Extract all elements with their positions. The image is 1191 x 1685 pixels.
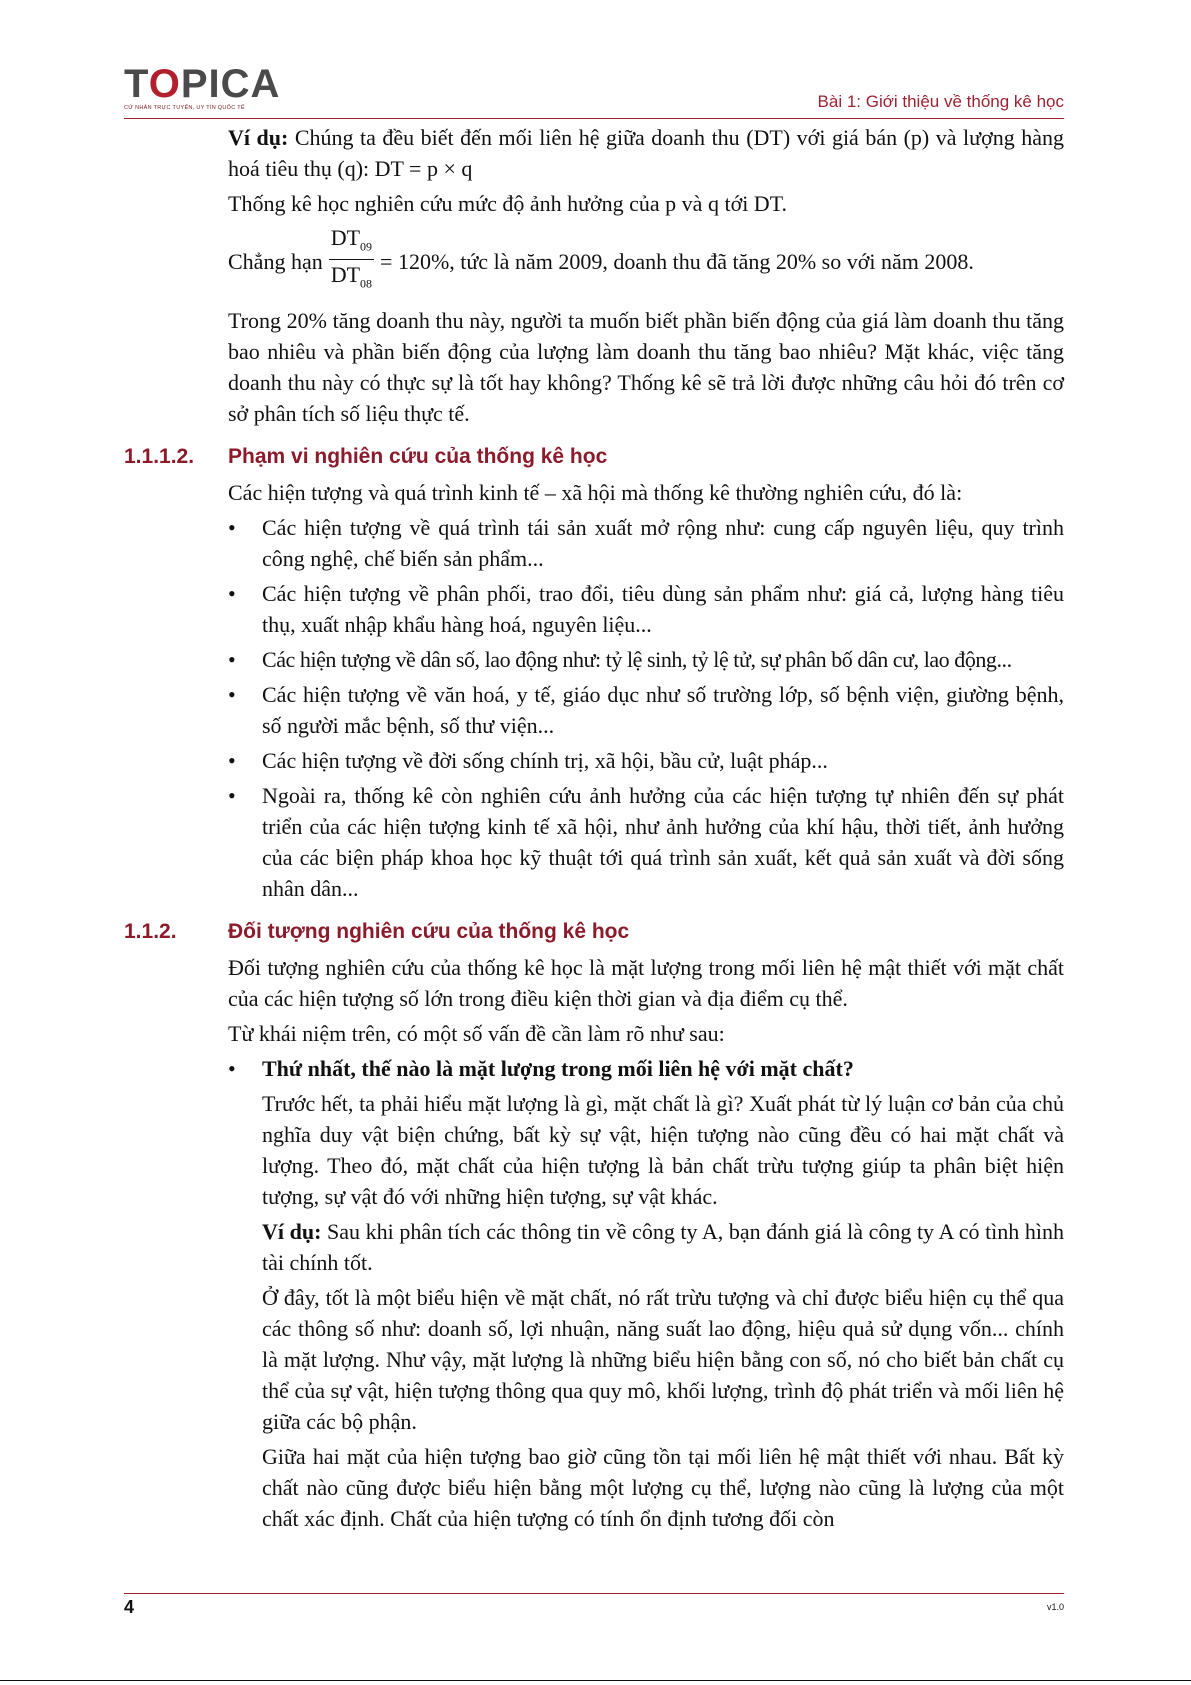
example-text: Chúng ta đều biết đến mối liên hệ giữa doanh thu (DT) với giá bán (p) và lượng hàng hoá tiêu thụ (q): DT = p × q — [228, 125, 1064, 181]
example-text: Sau khi phân tích các thông tin về công ty A, bạn đánh giá là công ty A có tình hình tài chính tốt. — [262, 1218, 1065, 1275]
intro-paragraph-3: Trong 20% tăng doanh thu này, người ta muốn biết phần biến động của giá làm doanh thu tăng bao nhiêu và phần biến động của lượng làm doanh thu tăng bao nhiêu? Mặt khác, việc tăng doanh thu này có thực sự là tốt hay không? Thống kê sẽ trả lời được những câu hỏi đó trên cơ sở phân tích số liệu thực tế. — [228, 307, 1064, 426]
object-sub-paragraph-2: Ở đây, tốt là một biểu hiện về mặt chất, nó rất trừu tượng và chỉ được biểu hiện cụ thể qua các thông số như: doanh số, lợi nhuận, năng suất lao động, hiệu quả sử dụng vốn... chính là mặt lượng. Như vậy, mặt lượng là những biểu hiện bằng con số, nó cho biết bản chất cụ thể của sự vật, hiện tượng thông qua quy mô, khối lượng, trình độ phát triển và mối liên hệ giữa các bộ phận. — [262, 1284, 1064, 1434]
logo-wordmark: TOPICA — [124, 62, 281, 106]
object-sub-paragraph-1: Trước hết, ta phải hiểu mặt lượng là gì, mặt chất là gì? Xuất phát từ lý luận cơ bản của chủ nghĩa duy vật biện chứng, bất kỳ sự vật, hiện tượng nào cũng đều có hai mặt chất và lượng. Theo đó, mặt chất của hiện tượng là bản chất trừu tượng giúp ta phân biệt hiện tượng, sự vật đó với những hiện tượng, sự vật khác. — [262, 1090, 1064, 1209]
example-label: Ví dụ: — [262, 1218, 322, 1244]
page-number: 4 — [124, 1597, 135, 1617]
object-example — [262, 1216, 1064, 1278]
formula-fraction — [329, 225, 374, 299]
formula-denominator: $DT_{08}$ — [330, 262, 373, 291]
intro-example — [228, 122, 1064, 184]
section-number: 1.1.1.2. — [124, 444, 195, 468]
formula-prefix: Chẳng hạn — [228, 249, 323, 275]
revenue-formula — [228, 225, 1064, 299]
logo-tagline: CỬ NHÂN TRỰC TUYẾN, UY TÍN QUỐC TẾ — [124, 105, 245, 111]
header-divider — [124, 118, 1064, 119]
section-number: 1.1.2. — [124, 919, 177, 943]
object-bullet-list — [228, 1053, 1064, 1534]
lesson-title: Bài 1: Giới thiệu về thống kê học — [817, 92, 1064, 111]
formula-result: = 120% — [380, 249, 450, 275]
scope-intro: Các hiện tượng và quá trình kinh tế – xã hội mà thống kê thường nghiên cứu, đó là: — [228, 479, 963, 505]
list-item: • Các hiện tượng về phân phối, trao đổi, tiêu dùng sản phẩm như: giá cả, lượng hàng tiêu thụ, xuất nhập khẩu hàng hoá, nguyên liệu... — [228, 578, 1064, 640]
list-item: • Ngoài ra, thống kê còn nghiên cứu ảnh hưởng của các hiện tượng tự nhiên đến sự phát triển của các hiện tượng kinh tế xã hội, như ảnh hưởng của khí hậu, thời tiết, ảnh hưởng của các biện pháp khoa học kỹ thuật tới quá trình sản xuất, kết quả sản xuất và đời sống nhân dân... — [228, 780, 1064, 904]
section-title: Đối tượng nghiên cứu của thống kê học — [228, 919, 630, 943]
formula-numerator: $DT_{09}$ — [329, 225, 374, 260]
page-bottom-edge — [0, 1680, 1191, 1681]
example-label: Ví dụ: — [228, 125, 289, 150]
page-content — [124, 122, 1064, 1538]
scope-bullet-list — [228, 512, 1064, 904]
object-paragraph-1: Đối tượng nghiên cứu của thống kê học là mặt lượng trong mối liên hệ mật thiết với mặt chất của các hiện tượng số lớn trong điều kiện thời gian và địa điểm cụ thể. — [228, 954, 1064, 1011]
footer-divider — [124, 1593, 1064, 1594]
list-item: • Các hiện tượng về dân số, lao động như: tỷ lệ sinh, tỷ lệ tử, sự phân bố dân cư, lao động... — [228, 644, 1064, 675]
section-heading-scope — [124, 443, 1064, 471]
list-item: • Các hiện tượng về đời sống chính trị, xã hội, bầu cử, luật pháp... — [228, 745, 1064, 776]
section-heading-object — [124, 918, 1064, 946]
section-title: Phạm vi nghiên cứu của thống kê học — [228, 444, 608, 468]
object-paragraph-2: Từ khái niệm trên, có một số vấn đề cần làm rõ như sau: — [228, 1020, 725, 1046]
list-item: • Các hiện tượng về văn hoá, y tế, giáo dục như số trường lớp, số bệnh viện, giường bệnh, số người mắc bệnh, số thư viện... — [228, 679, 1064, 741]
bullet-title: • Thứ nhất, thế nào là mặt lượng trong mối liên hệ với mặt chất? — [262, 1055, 854, 1081]
object-sub-paragraph-3: Giữa hai mặt của hiện tượng bao giờ cũng tồn tại mối liên hệ mật thiết với nhau. Bất kỳ chất nào cũng được biểu hiện bằng một lượng cụ thể, lượng nào cũng là lượng của một chất xác định. Chất của hiện tượng có tính ổn định tương đối còn — [262, 1443, 1064, 1531]
version-label: v1.0 — [1046, 1602, 1064, 1612]
list-item — [228, 1053, 1064, 1534]
list-item: • Các hiện tượng về quá trình tái sản xuất mở rộng như: cung cấp nguyên liệu, quy trình công nghệ, chế biến sản phẩm... — [228, 512, 1064, 574]
formula-suffix: , tức là năm 2009, doanh thu đã tăng 20% so với năm 2008. — [449, 249, 974, 275]
topica-logo — [124, 62, 281, 120]
intro-paragraph-2: Thống kê học nghiên cứu mức độ ảnh hưởng của p và q tới DT. — [228, 191, 788, 216]
